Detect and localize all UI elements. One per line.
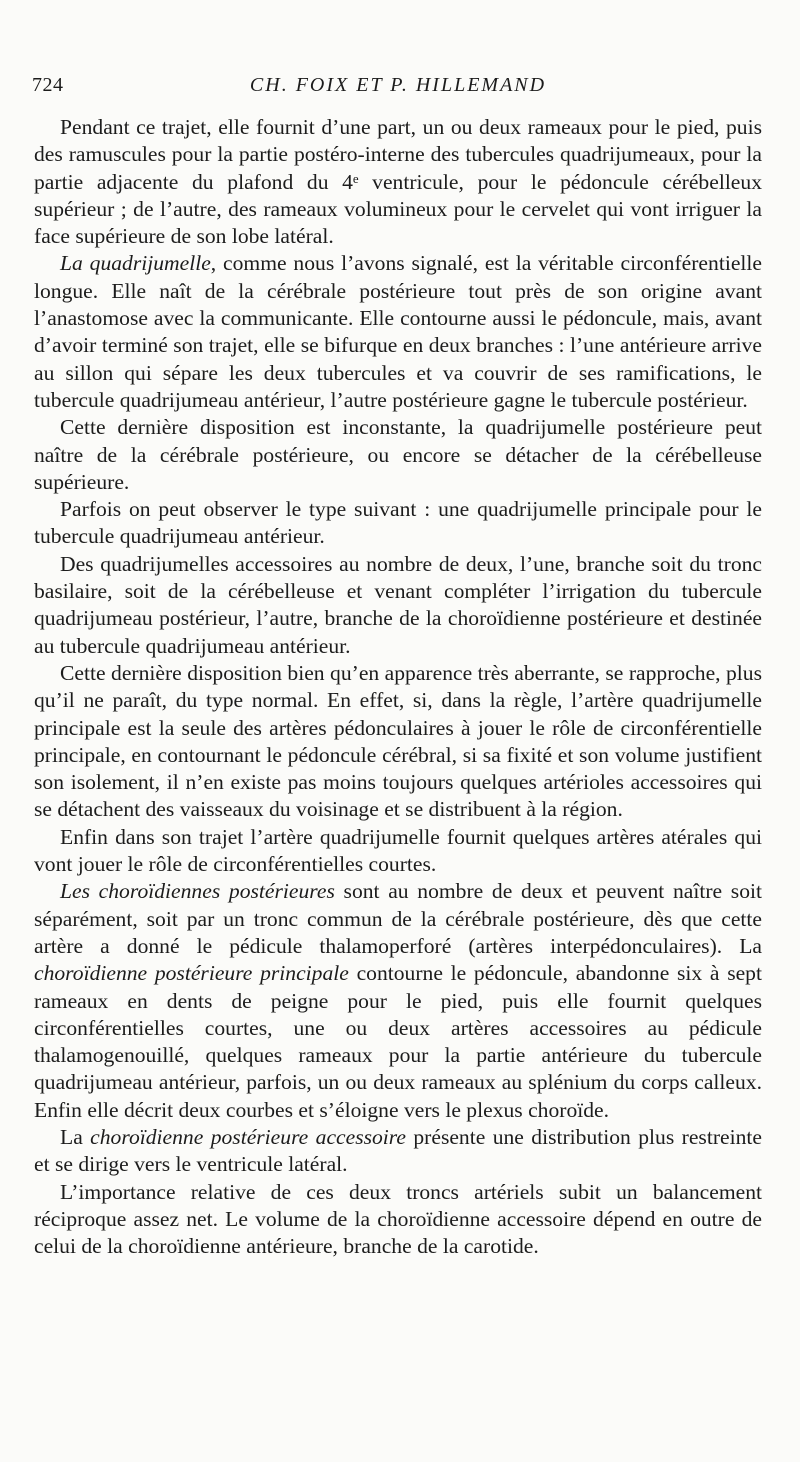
paragraph	[34, 660, 762, 824]
paragraph-text: Pendant ce trajet, elle fournit d’une part, un ou deux rameaux pour le pied, puis des ramuscules pour la partie postéro-interne des tubercules quadrijumeaux, pour la partie adjacente du plafond du 4ᵉ ventricule, pour le pédoncule cérébelleux supérieur ; de l’autre, des rameaux volumineux pour le cervelet qui vont irriguer la face supérieure de son lobe latéral.	[34, 115, 762, 249]
page-header	[32, 74, 764, 104]
page-number: 724	[32, 74, 64, 96]
paragraph-text: contourne le pédoncule, abandonne six à sept rameaux en dents de peigne pour le pied, puis elle fournit quelques circonférentielles courtes, une ou deux artères accessoires au pédicule thalamogenouillé, quelques rameaux pour la partie antérieure du tubercule quadrijumeau antérieur, parfois, un ou deux rameaux au splénium du corps calleux. Enfin elle décrit deux courbes et s’éloigne vers le plexus choroïde.	[34, 961, 762, 1122]
paragraph-text: Des quadrijumelles accessoires au nombre de deux, l’une, branche soit du tronc basilaire, soit de la cérébelleuse et venant compléter l’irrigation du tubercule quadrijumeau postérieur, l’autre, branche de la choroïdienne postérieure et destinée au tubercule quadrijumeau antérieur.	[34, 551, 762, 658]
paragraph-text: L’importance relative de ces deux troncs artériels subit un balancement réciproque assez net. Le volume de la choroïdienne accessoire dépend en outre de celui de la choroïdienne antérieure, branche de la carotide.	[34, 1179, 762, 1259]
paragraph-text: Enfin dans son trajet l’artère quadrijumelle fournit quelques artères atérales qui vont jouer le rôle de circonférentielles courtes.	[34, 824, 762, 877]
paragraph	[34, 551, 762, 660]
italic-term: La quadrijumelle	[60, 251, 211, 276]
paragraph	[34, 496, 762, 551]
paragraph	[34, 824, 762, 879]
paragraph	[34, 1179, 762, 1261]
paragraph-text: , comme nous l’avons signalé, est la véritable circonférentielle longue. Elle naît de la cérébrale postérieure tout près de son origine avant l’anastomose avec la communicante. Elle contourne aussi le pédoncule, mais, avant d’avoir terminé son trajet, elle se bifurque en deux branches : l’une antérieure arrive au sillon qui sépare les deux tubercules et va couvrir de ses ramifications, le tubercule quadrijumeau antérieur, l’autre postérieure gagne le tubercule postérieur.	[34, 251, 762, 412]
paragraph	[34, 250, 762, 414]
paragraph	[34, 878, 762, 1124]
paragraph-text: présente une distribution plus restreinte et se dirige vers le ventricule latéral.	[34, 1124, 762, 1177]
italic-term: choroïdienne postérieure principale	[34, 961, 349, 986]
paragraph-text: Cette dernière disposition bien qu’en apparence très aberrante, se rapproche, plus qu’il ne paraît, du type normal. En effet, si, dans la règle, l’artère quadrijumelle principale est la seule des artères pédonculaires à jouer le rôle de circonférentielle principale, en contournant le pédoncule cérébral, si sa fixité et son volume justifient son isolement, il n’en existe pas moins toujours quelques artérioles accessoires qui se détachent des vaisseaux du voisinage et se distribuent à la région.	[34, 660, 762, 822]
paragraph	[34, 114, 762, 250]
italic-term: Les choroïdiennes postérieures	[60, 879, 335, 904]
paragraph	[34, 1124, 762, 1179]
body-text	[34, 114, 762, 1260]
paragraph-text: La	[60, 1124, 91, 1149]
italic-term: choroïdienne postérieure accessoire	[90, 1124, 406, 1149]
paragraph-text: sont au nombre de deux et peuvent naître soit séparément, soit par un tronc commun de la cérébrale postérieure, dès que cette artère a donné le pédicule thalamoperforé (artères interpédonculaires). La	[34, 879, 762, 958]
running-head: CH. FOIX ET P. HILLEMAND	[249, 74, 547, 96]
paragraph-text: Cette dernière disposition est inconstante, la quadrijumelle postérieure peut naître de la cérébrale postérieure, ou encore se détacher de la cérébelleuse supérieure.	[34, 415, 762, 494]
paragraph-text: Parfois on peut observer le type suivant : une quadrijumelle principale pour le tubercule quadrijumeau antérieur.	[34, 497, 762, 549]
paragraph	[34, 414, 762, 496]
